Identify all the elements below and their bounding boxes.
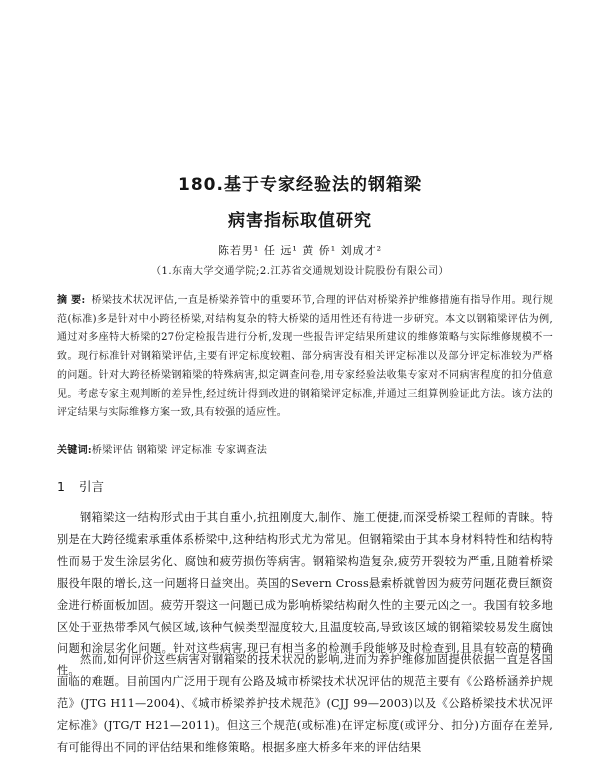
abstract bbox=[57, 292, 553, 423]
abstract-text: 桥梁技术状况评估,一直是桥梁养管中的重要环节,合理的评估对桥梁养护维修措施有指导作用。现行规范(标准)多是针对中小跨径桥梁,对结构复杂的特大桥梁的适用性还有待进一步研究。本文以钢箱梁评估为例,通过对多座特大桥梁的27份定检报告进行分析,发现一些报告评定结果所建议的维修策略与实际维修规模不一致。现行标准针对钢箱梁评估,主要有评定标度较粗、部分病害没有相关评定标准以及部分评定标准较为严格的问题。针对大跨径桥梁钢箱梁的特殊病害,拟定调查问卷,用专家经验法收集专家对不同病害程度的扣分值意见。考虑专家主观判断的差异性,经过统计得到改进的钢箱梁评定标准,并通过三组算例验证此方法。该方法的评定结果与实际维修方案一致,具有较强的适应性。 bbox=[57, 295, 554, 419]
abstract-label: 摘 要: bbox=[57, 295, 86, 306]
paper-title-line1: 180.基于专家经验法的钢箱梁 bbox=[178, 175, 422, 195]
body-paragraph: 然而,如何评价这些病害对钢箱梁的技术状况的影响,进而为养护维修加固提供依据一直是各国面临的难题。目前国内广泛用于现有公路及城市桥梁技术状况评估的规范主要有《公路桥涵养护规范》(JTG H11—2004)、《城市桥梁养护技术规范》(CJJ 99—2003)以及《公路桥梁技术状况评定标准》(JTG/T H21—2011)。但这三个规范(或标准)在评定标度(或评分、扣分)方面存在差异,有可能得出不同的评估结果和维修策略。根据多座大桥多年来的评估结果 bbox=[57, 653, 553, 754]
affiliation: （1.东南大学交通学院;2.江苏省交通规划设计院股份有限公司） bbox=[151, 266, 449, 277]
keywords-label: 关键词: bbox=[57, 445, 92, 456]
section-heading bbox=[57, 477, 118, 495]
keywords bbox=[57, 441, 553, 456]
section-title: 引言 bbox=[78, 479, 104, 494]
author-list: 陈若男¹ 任 远¹ 黄 侨¹ 刘成才² bbox=[217, 244, 383, 257]
paper-title-line2: 病害指标取值研究 bbox=[228, 211, 372, 231]
section-number: 1 bbox=[57, 479, 65, 494]
body-paragraph: 钢箱梁这一结构形式由于其自重小,抗扭刚度大,制作、施工便捷,而深受桥梁工程师的青睐。特别是在大跨径缆索承重体系桥梁中,这种结构形式尤为常见。但钢箱梁由于其本身材料特性和结构特性而易于发生涂层劣化、腐蚀和疲劳损伤等病害。钢箱梁构造复杂,疲劳开裂较为严重,且随着桥梁服役年限的增长,这一问题将日益突出。英国的Severn Cross悬索桥就曾因为疲劳问题花费巨额资金进行桥面板加固。疲劳开裂这一问题已成为影响桥梁结构耐久性的主要元凶之一。我国有较多地区处于亚热带季风气候区域,该种气候类型湿度较大,且温度较高,导致该区域的钢箱梁较易发生腐蚀问题和涂层劣化问题。针对这些病害,现已有相当多的检测手段能够及时检查到,且具有较高的精确性。 bbox=[57, 511, 553, 678]
keywords-text: 桥梁评估 钢箱梁 评定标准 专家调查法 bbox=[91, 445, 268, 456]
